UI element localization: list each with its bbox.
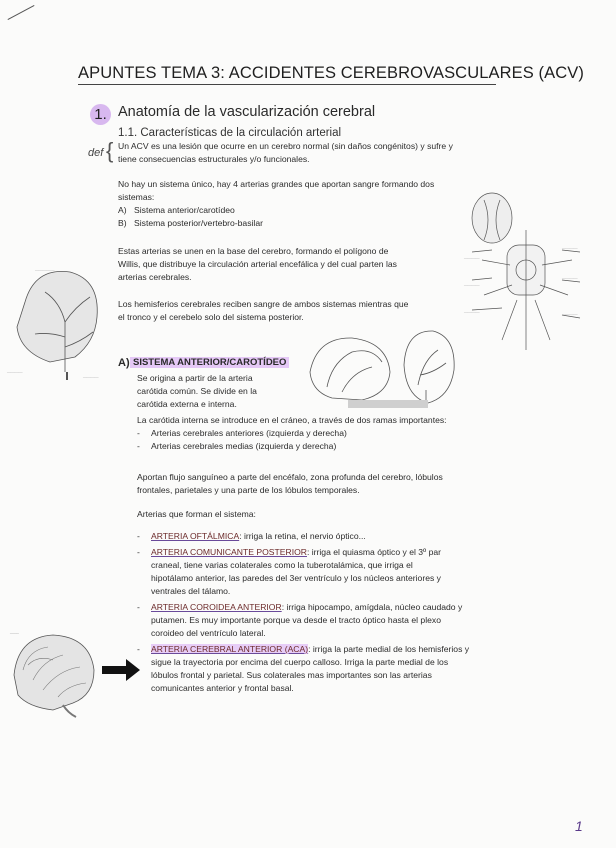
origin-line: carótida común. Se divide en la bbox=[137, 386, 257, 396]
internal-carotid-line: La carótida interna se introduce en el cráneo, a través de dos ramas importantes: bbox=[137, 415, 447, 425]
arrow-icon bbox=[100, 657, 142, 683]
svg-text:________: ________ bbox=[464, 282, 480, 286]
subsection-title: 1.1. Características de la circulación arterial bbox=[118, 127, 342, 139]
page-title: APUNTES TEMA 3: ACCIDENTES CEREBROVASCULARES (ACV) bbox=[78, 64, 584, 82]
willis-line: arterias cerebrales. bbox=[118, 272, 192, 282]
origin-paragraph bbox=[137, 372, 257, 411]
svg-text:________: ________ bbox=[464, 309, 480, 313]
section-a-title: SISTEMA ANTERIOR/CAROTÍDEO bbox=[130, 357, 289, 368]
intro-line: No hay un sistema único, hay 4 arterias grandes que aportan sangre formando dos bbox=[118, 179, 435, 189]
brain-sagittal-diagram bbox=[8, 625, 100, 720]
definition-line: Un ACV es una lesión que ocurre en un cerebro normal (sin daños congénitos) y sufre y bbox=[118, 141, 453, 151]
pen-stroke bbox=[8, 5, 35, 20]
anterior-artery-sketch bbox=[302, 332, 397, 404]
hemispheres-paragraph bbox=[118, 298, 408, 324]
svg-text:________: ________ bbox=[464, 255, 480, 259]
system-item: A) Sistema anterior/carotídeo bbox=[118, 205, 235, 215]
artery-item: - ARTERIA COMUNICANTE POSTERIOR: irriga el quiasma óptico y el 3º par craneal, tiene varias colaterales como la tuberotalámica, que irriga el hipotálamo anterior, las paredes del 3er ventrículo y los núcleos anteriores y ventrales del tálamo. bbox=[137, 547, 442, 596]
hemispheres-line: Los hemisferios cerebrales reciben sangre de ambos sistemas mientras que bbox=[118, 299, 409, 309]
definition-line: tiene consecuencias estructurales y/o funcionales. bbox=[118, 154, 310, 164]
svg-text:____: ____ bbox=[10, 629, 19, 634]
image-watermark-bar bbox=[348, 400, 428, 408]
intro-line: sistemas: bbox=[118, 192, 155, 202]
flow-paragraph bbox=[137, 471, 443, 497]
circle-of-willis-diagram bbox=[462, 190, 584, 355]
flow-line: Aportan flujo sanguíneo a parte del encéfalo, zona profunda del cerebro, lóbulos bbox=[137, 472, 443, 482]
section-a-letter: A) bbox=[118, 357, 130, 369]
skull-arteries-diagram bbox=[5, 262, 110, 380]
arteries-intro: Arterias que forman el sistema: bbox=[137, 509, 256, 519]
willis-line: Willis, que distribuye la circulación arterial encefálica y del cual parten las bbox=[118, 259, 397, 269]
section-title: Anatomía de la vascularización cerebral bbox=[118, 104, 376, 120]
internal-carotid-paragraph bbox=[137, 414, 447, 453]
branch-item: - Arterias cerebrales medias (izquierda y derecha) bbox=[137, 441, 337, 451]
origin-line: Se origina a partir de la arteria bbox=[137, 373, 253, 383]
svg-text:________: ________ bbox=[562, 275, 578, 279]
section-number: 1. bbox=[90, 104, 111, 125]
artery-item: - ARTERIA CEREBRAL ANTERIOR (ACA): irriga la parte medial de los hemisferios y sigue la trayectoria por encima del cuerpo calloso. Irriga la parte medial de los lóbulos frontal y parietal. Sus colaterales mas importantes son las arterias comunicantes anterior y frontal basal. bbox=[137, 644, 470, 693]
definition-paragraph bbox=[118, 140, 453, 166]
svg-text:________: ________ bbox=[562, 245, 578, 249]
margin-note: def bbox=[88, 147, 104, 159]
brace-mark: { bbox=[106, 138, 114, 163]
artery-item: - ARTERIA OFTÁLMICA: irriga la retina, el nervio óptico... bbox=[137, 531, 366, 541]
title-underline bbox=[78, 84, 496, 85]
origin-line: carótida externa e interna. bbox=[137, 399, 237, 409]
willis-paragraph bbox=[118, 245, 397, 284]
page-number: 1 bbox=[575, 818, 583, 834]
svg-text:__________: __________ bbox=[35, 267, 55, 271]
flow-line: frontales, parietales y una parte de los lóbulos temporales. bbox=[137, 485, 360, 495]
svg-text:________: ________ bbox=[562, 311, 578, 315]
system-item: B) Sistema posterior/vertebro-basilar bbox=[118, 218, 263, 228]
svg-text:________: ________ bbox=[83, 374, 99, 378]
hemispheres-line: el tronco y el cerebelo solo del sistema posterior. bbox=[118, 312, 304, 322]
intro-paragraph bbox=[118, 178, 434, 230]
artery-item: - ARTERIA COROIDEA ANTERIOR: irriga hipocampo, amígdala, núcleo caudado y putamen. Es muy importante porque va desde el tracto óptico hasta el plexo coroideo del ventrículo lateral. bbox=[137, 602, 463, 638]
middle-artery-sketch bbox=[398, 325, 460, 410]
branch-item: - Arterias cerebrales anteriores (izquierda y derecha) bbox=[137, 428, 347, 438]
arteries-list bbox=[137, 530, 469, 695]
willis-line: Estas arterias se unen en la base del cerebro, formando el polígono de bbox=[118, 246, 389, 256]
svg-text:________: ________ bbox=[7, 369, 23, 373]
